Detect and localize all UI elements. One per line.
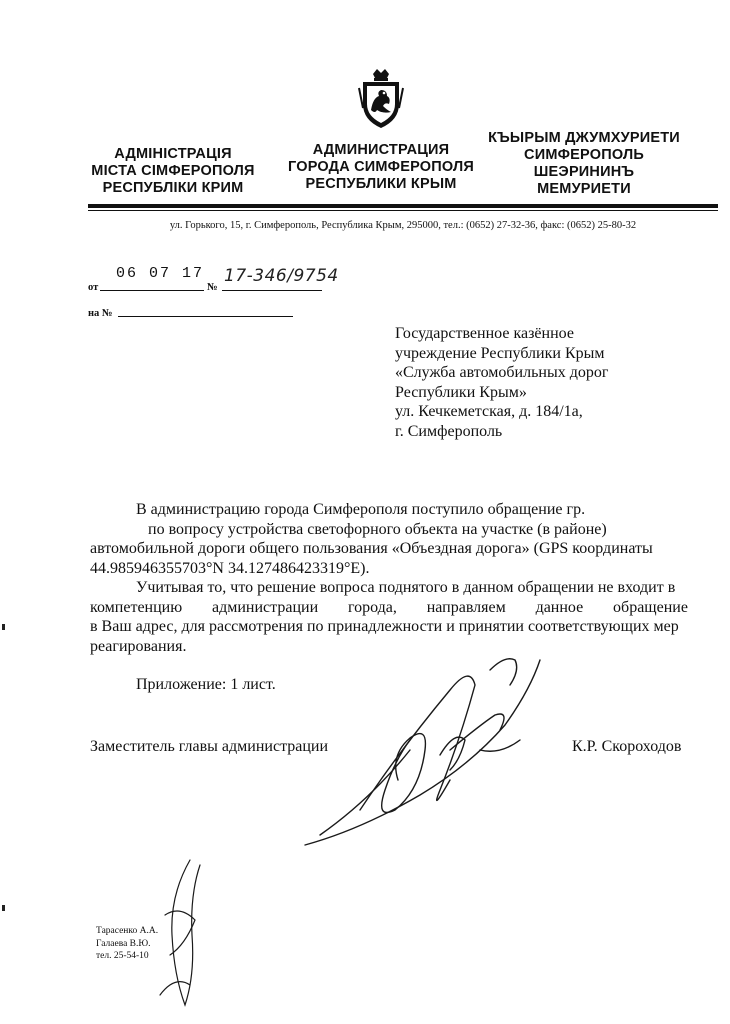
header-divider [88, 204, 718, 208]
word: данное [535, 598, 584, 616]
header-ukrainian [78, 146, 268, 197]
attachment-note: Приложение: 1 лист. [136, 676, 276, 693]
paragraph-line: по вопросу устройства светофорного объекта на участке (в районе) [148, 520, 607, 538]
scan-mark [2, 905, 5, 911]
paragraph-line: Учитывая то, что решение вопроса поднятого в данном обращении не входит в [136, 579, 676, 596]
header-russian-line: РЕСПУБЛИКИ КРЫМ [305, 176, 457, 192]
reference-underline [118, 316, 293, 317]
header-ukrainian-line: АДМІНІСТРАЦІЯ [114, 146, 232, 162]
number-underline [222, 290, 322, 291]
handwritten-signature [300, 630, 550, 860]
word: обращение [613, 598, 688, 616]
header-crimean-tatar [480, 130, 688, 198]
recipient-line: Государственное казённое [395, 325, 574, 342]
recipient-line: учреждение Республики Крым [395, 344, 605, 362]
recipient-line: ул. Кечкеметская, д. 184/1а, [395, 403, 583, 420]
header-russian-line: АДМИНИСТРАЦИЯ [312, 142, 450, 158]
number-label: № [207, 282, 218, 293]
word: администрации [212, 598, 319, 616]
word: направляем [426, 598, 506, 616]
outgoing-date: 06 07 17 [116, 265, 205, 282]
executor-line: Галаева В.Ю. [96, 938, 151, 949]
recipient-line: «Служба автомобильных дорог [395, 364, 609, 381]
paragraph-line [90, 598, 688, 618]
outgoing-number: 17-346/9754 [224, 266, 339, 286]
header-russian-line: ГОРОДА СИМФЕРОПОЛЯ [287, 159, 475, 175]
paragraph-line: реагирования. [90, 637, 187, 655]
signatory-position: Заместитель главы администрации [90, 738, 329, 755]
paragraph-line: 44.985946355703°N 34.127486423319°E). [90, 559, 370, 577]
header-crimean-tatar-line: КЪЫРЫМ ДЖУМХУРИЕТИ [488, 130, 680, 146]
date-label: от [88, 282, 99, 293]
organization-address: ул. Горького, 15, г. Симферополь, Республика Крым, 295000, тел.: (0652) 27-32-36, факс: (0652) 25-80-32 [169, 220, 637, 231]
coat-of-arms-icon [357, 68, 405, 130]
small-signature [150, 855, 210, 1015]
header-divider-thin [88, 210, 718, 211]
signatory-name: К.Р. Скороходов [572, 738, 682, 755]
reference-label: на № [88, 308, 113, 319]
recipient-line: Республики Крым» [395, 383, 527, 401]
header-ukrainian-line: РЕСПУБЛІКИ КРИМ [102, 180, 244, 196]
paragraph-line: в Ваш адрес, для рассмотрения по принадлежности и принятии соответствующих мер [90, 618, 679, 635]
paragraph-line: В администрацию города Симферополя поступило обращение гр. [136, 501, 586, 518]
executor-line: Тарасенко А.А. [96, 926, 159, 936]
word: города, [347, 598, 397, 616]
recipient-line: г. Симферополь [395, 422, 503, 440]
word: компетенцию [90, 598, 183, 616]
paragraph-line: автомобильной дороги общего пользования «Объездная дорога» (GPS координаты [90, 540, 653, 557]
header-crimean-tatar-line: МЕМУРИЕТИ [537, 181, 631, 197]
recipient-block [395, 324, 608, 441]
header-crimean-tatar-line: ШЕЭРИНИНЪ [533, 164, 635, 180]
scan-mark [2, 624, 5, 630]
header-russian [276, 142, 486, 193]
header-ukrainian-line: МІСТА СІМФЕРОПОЛЯ [91, 163, 255, 179]
executor-line: тел. 25-54-10 [96, 951, 149, 961]
executor-block [96, 925, 158, 963]
header-crimean-tatar-line: СИМФЕРОПОЛЬ [524, 147, 644, 163]
date-underline [100, 290, 204, 291]
